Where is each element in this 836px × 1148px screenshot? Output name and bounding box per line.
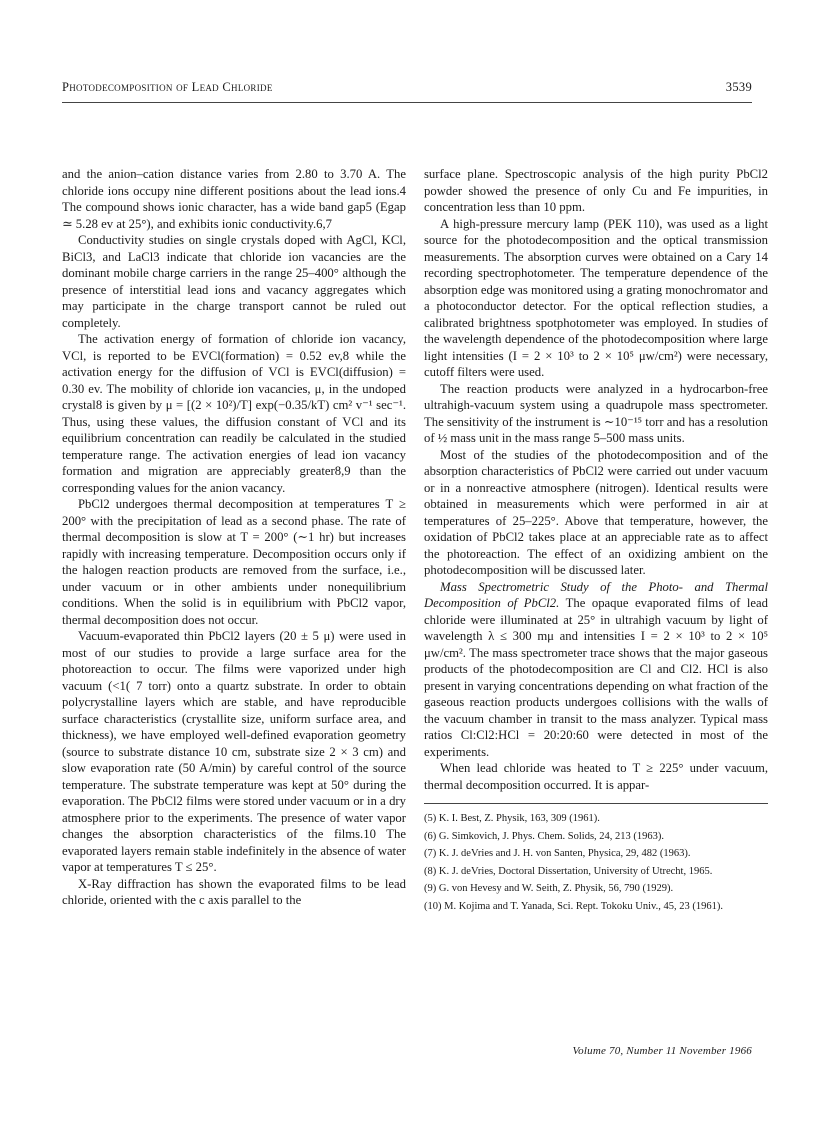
paragraph: Most of the studies of the photodecomposition and of the absorption characteristics of PbCl2 were carried out under vacuum or in a nonreactive atmosphere (nitrogen). Identical results were obtained in measurements which were performed in air at temperatures of 25–225°. Above that temperature, however, the oxidation of PbCl2 takes place at an appreciable rate as to affect the photoreaction. The effect of an oxidizing ambient on the photodecomposition will be discussed later. (424, 447, 768, 577)
footnotes (424, 812, 768, 913)
paragraph: Vacuum-evaporated thin PbCl2 layers (20 ± 5 μ) were used in most of our studies to provide a large surface area for the photoreaction to occur. The films were vaporized under high vacuum (<1( 7 torr) onto a quartz substrate. In order to obtain polycrystalline layers which are stable, and have reproducible surface characteristics (crystallite size, uniform surface area, and thickness), we have employed well-defined evaporation geometry (source to substrate distance 10 cm, substrate size 2 × 3 cm) and slow evaporation rate (50 A/min) by careful control of the source temperature. The substrate temperature was kept at 50° during the evaporation. The PbCl2 films were stored under vacuum or in a dry atmosphere prior to the experiments. The presence of water vapor changes the absorption characteristics of the films.10 The evaporated layers remain stable indefinitely in the absence of water vapor at temperatures T ≤ 25°. (62, 629, 406, 874)
footnote: (7) K. J. deVries and J. H. von Santen, Physica, 29, 482 (1963). (424, 848, 691, 859)
section-body: The opaque evaporated films of lead chloride were illuminated at 25° in ultrahigh vacuum by light of wavelength λ ≤ 300 mμ and intensities I = 2 × 10³ to 2 × 10⁵ μw/cm². The mass spectrometer trace shows that the major gaseous products of the photodecomposition are Cl and Cl2. HCl is also present in varying concentrations depending on what fraction of the gaseous reaction products undergoes collisions with the walls of the vacuum chamber in transit to the mass analyzer. Typical mass ratios Cl:Cl2:HCl = 20:20:60 were detected in most of the experiments. (424, 596, 768, 759)
header-rule (62, 102, 752, 103)
paragraph (424, 579, 768, 761)
paragraph: X-Ray diffraction has shown the evaporated films to be lead chloride, oriented with the c axis parallel to the (62, 876, 406, 907)
paragraph: A high-pressure mercury lamp (PEK 110), was used as a light source for the photodecomposition and the optical transmission measurements. The absorption curves were obtained on a Cary 14 recording spectrophotometer. The temperature dependence of the absorption edge was monitored using a grating monochromator and a photoconductor detector. For the optical reflection studies, a calibrated brightness spotphotometer was employed. In studies of the wavelength dependence of the photodecomposition where large light intensities (I = 2 × 10³ to 2 × 10⁵ μw/cm²) were necessary, cutoff filters were used. (424, 216, 768, 379)
page-header (62, 80, 752, 102)
paragraph: Conductivity studies on single crystals doped with AgCl, KCl, BiCl3, and LaCl3 indicate that chloride ion vacancies are the dominant mobile charge carriers in the range 25–400° although the presence of interstitial lead ions and vacancy aggregates which may participate in the charge transport cannot be ruled out completely. (62, 233, 406, 330)
right-column (424, 166, 768, 917)
running-title: Photodecomposition of Lead Chloride (62, 80, 273, 94)
footnote-rule (424, 803, 768, 804)
paragraph: surface plane. Spectroscopic analysis of the high purity PbCl2 powder showed the presence of only Cu and Fe impurities, in concentration less than 10 ppm. (424, 167, 768, 214)
left-column (62, 166, 406, 909)
journal-issue-footer: Volume 70, Number 11 November 1966 (572, 1045, 752, 1057)
footnote: (9) G. von Hevesy and W. Seith, Z. Physik, 56, 790 (1929). (424, 883, 674, 894)
page-number: 3539 (725, 80, 752, 94)
footnote: (8) K. J. deVries, Doctoral Dissertation, University of Utrecht, 1965. (424, 865, 713, 877)
paragraph: When lead chloride was heated to T ≥ 225° under vacuum, thermal decomposition occurred. It is appar- (424, 761, 768, 792)
paragraph: PbCl2 undergoes thermal decomposition at temperatures T ≥ 200° with the precipitation of lead as a second phase. The rate of thermal decomposition is slow at T = 200° (∼1 hr) but increases rapidly with increasing temperature. Decomposition occurs only if the halogen reaction products are removed from the surface, i.e., under vacuum or in other ambients under nonequilibrium conditions. When the solid is in equilibrium with PbCl2 vapor, thermal decomposition does not occur. (62, 497, 406, 627)
footnote: (10) M. Kojima and T. Yanada, Sci. Rept. Tokoku Univ., 45, 23 (1961). (424, 900, 723, 912)
footnote: (5) K. I. Best, Z. Physik, 163, 309 (1961). (424, 813, 600, 824)
footnote: (6) G. Simkovich, J. Phys. Chem. Solids, 24, 213 (1963). (424, 830, 665, 842)
paragraph: and the anion–cation distance varies from 2.80 to 3.70 A. The chloride ions occupy nine different positions about the lead ions.4 The compound shows ionic character, has a wide band gap5 (Egap ≃ 5.28 ev at 25°), and exhibits ionic conductivity.6,7 (62, 167, 406, 231)
section-run-in-heading: Mass Spectrometric Study of the Photo- and Thermal Decomposition of PbCl2. (424, 579, 768, 610)
paragraph: The reaction products were analyzed in a hydrocarbon-free ultrahigh-vacuum system using a quadrupole mass spectrometer. The sensitivity of the instrument is ∼10⁻¹⁵ torr and has a resolution of ½ mass unit in the mass range 5–500 mass units. (424, 381, 768, 445)
paragraph: The activation energy of formation of chloride ion vacancy, VCl, is reported to be EVCl(formation) = 0.52 ev,8 while the activation energy for the diffusion of VCl is EVCl(diffusion) = 0.30 ev. The mobility of chloride ion vacancies, μ, in the undoped crystal8 is given by μ = [(2 × 10²)/T] exp(−0.35/kT) cm² v⁻¹ sec⁻¹. Thus, using these values, the diffusion constant of VCl and its equilibrium concentration can readily be calculated in the studied temperature range. The activation energies of lead ion vacancy formation and migration are appreciably greater8,9 than the corresponding values for the anion vacancy. (62, 332, 406, 495)
